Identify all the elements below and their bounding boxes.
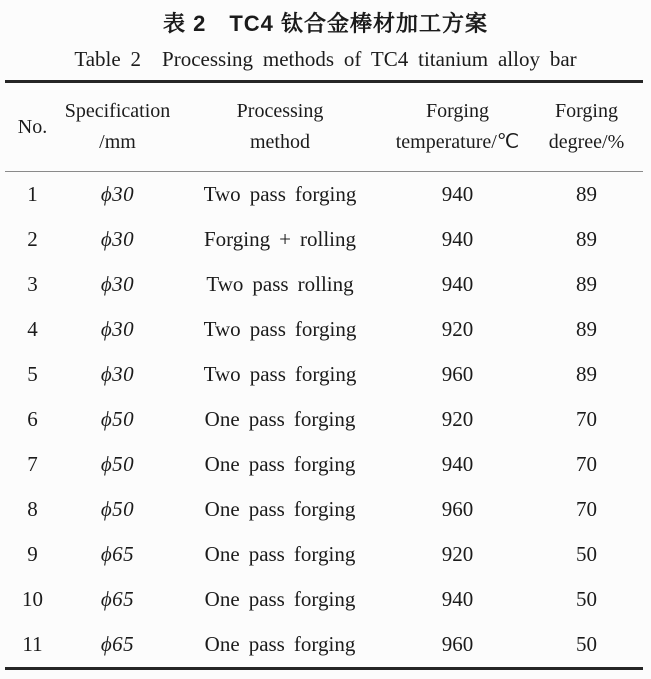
cell-specification: ϕ50 — [100, 497, 135, 521]
cell-specification: ϕ50 — [100, 452, 135, 476]
cell-forging-temperature: 960 — [441, 362, 474, 386]
col-header-forging-temperature-line1: Forging — [426, 100, 489, 122]
cell-processing-method: One pass forging — [204, 407, 356, 431]
col-header-specification-line2: /mm — [99, 131, 136, 153]
cell-forging-degree: 89 — [576, 182, 597, 206]
cell-no: 9 — [27, 542, 38, 566]
cell-specification: ϕ65 — [100, 542, 135, 566]
cell-forging-temperature: 920 — [441, 317, 474, 341]
cell-forging-degree: 70 — [576, 407, 597, 431]
cell-processing-method: One pass forging — [204, 497, 356, 521]
cell-forging-degree: 89 — [576, 317, 597, 341]
cell-specification: ϕ50 — [100, 407, 135, 431]
table-row — [5, 352, 643, 397]
cell-forging-degree: 50 — [576, 632, 597, 656]
cell-specification: ϕ30 — [100, 272, 135, 296]
data-table — [5, 80, 643, 670]
cell-no: 11 — [22, 632, 43, 656]
cell-forging-temperature: 940 — [441, 182, 474, 206]
cell-forging-temperature: 920 — [441, 542, 474, 566]
cell-processing-method: One pass forging — [204, 632, 356, 656]
col-header-processing-method — [175, 82, 385, 172]
cell-forging-degree: 89 — [576, 227, 597, 251]
cell-no: 3 — [27, 272, 38, 296]
table-title-chinese: 表 2 TC4 钛合金棒材加工方案 — [162, 11, 489, 36]
table-row — [5, 622, 643, 669]
cell-specification: ϕ65 — [100, 632, 135, 656]
cell-no: 6 — [27, 407, 38, 431]
table-row — [5, 532, 643, 577]
cell-specification: ϕ30 — [100, 227, 135, 251]
cell-forging-degree: 70 — [576, 452, 597, 476]
table-row — [5, 487, 643, 532]
cell-forging-temperature: 940 — [441, 272, 474, 296]
cell-processing-method: Two pass forging — [203, 362, 357, 386]
col-header-specification — [60, 82, 175, 172]
table-row — [5, 577, 643, 622]
table-row — [5, 397, 643, 442]
col-header-no — [5, 82, 60, 172]
cell-processing-method: One pass forging — [204, 452, 356, 476]
cell-processing-method: Two pass rolling — [206, 272, 354, 296]
cell-forging-temperature: 940 — [441, 587, 474, 611]
cell-specification: ϕ30 — [100, 317, 135, 341]
col-header-forging-degree — [530, 82, 643, 172]
cell-specification: ϕ30 — [100, 182, 135, 206]
cell-forging-degree: 50 — [576, 587, 597, 611]
table-title-english: Table 2 Processing methods of TC4 titanium alloy bar — [74, 47, 577, 71]
col-header-specification-line1: Specification — [64, 100, 171, 122]
cell-no: 5 — [27, 362, 38, 386]
table-row — [5, 172, 643, 218]
table-row — [5, 217, 643, 262]
cell-no: 4 — [27, 317, 38, 341]
col-header-forging-temperature-line2: temperature/℃ — [395, 131, 520, 153]
col-header-forging-degree-line2: degree/% — [548, 131, 625, 153]
cell-forging-temperature: 960 — [441, 497, 474, 521]
cell-processing-method: Two pass forging — [203, 317, 357, 341]
col-header-no-label: No. — [17, 115, 48, 138]
cell-processing-method: One pass forging — [204, 542, 356, 566]
cell-no: 2 — [27, 227, 38, 251]
col-header-forging-temperature — [385, 82, 530, 172]
cell-processing-method: One pass forging — [204, 587, 356, 611]
col-header-forging-degree-line1: Forging — [555, 100, 618, 122]
cell-processing-method: Two pass forging — [203, 182, 357, 206]
cell-forging-degree: 50 — [576, 542, 597, 566]
cell-no: 8 — [27, 497, 38, 521]
cell-processing-method: Forging + rolling — [203, 227, 357, 251]
cell-forging-temperature: 960 — [441, 632, 474, 656]
cell-no: 1 — [27, 182, 38, 206]
table-row — [5, 442, 643, 487]
cell-specification: ϕ65 — [100, 587, 135, 611]
cell-forging-degree: 70 — [576, 497, 597, 521]
table-header-row — [5, 82, 643, 172]
cell-forging-temperature: 920 — [441, 407, 474, 431]
table-row — [5, 262, 643, 307]
col-header-processing-method-line2: method — [250, 131, 310, 153]
cell-forging-degree: 89 — [576, 272, 597, 296]
cell-no: 7 — [27, 452, 38, 476]
cell-forging-temperature: 940 — [441, 452, 474, 476]
cell-no: 10 — [22, 587, 43, 611]
cell-specification: ϕ30 — [100, 362, 135, 386]
cell-forging-temperature: 940 — [441, 227, 474, 251]
col-header-processing-method-line1: Processing — [236, 100, 324, 122]
table-row — [5, 307, 643, 352]
cell-forging-degree: 89 — [576, 362, 597, 386]
